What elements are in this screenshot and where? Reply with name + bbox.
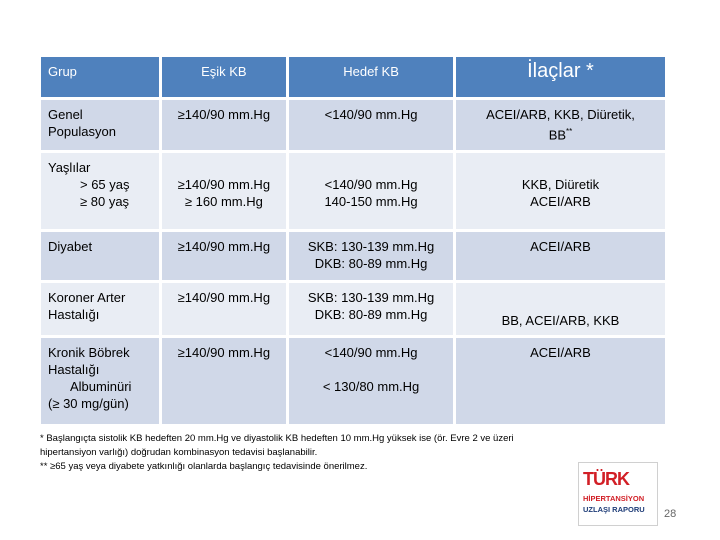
target-text: SKB: 130-139 mm.Hg bbox=[307, 290, 435, 305]
cell-target bbox=[289, 100, 453, 150]
footnote-1-cont: hipertansiyon varlığı) doğrudan kombinasyon tedavisi başlanabilir. bbox=[40, 447, 318, 458]
target-text: DKB: 80-89 mm.Hg bbox=[314, 307, 428, 322]
footnote-1: * Başlangıçta sistolik KB hedeften 20 mm.Hg ve diyastolik KB hedeften 10 mm.Hg yüksek ise (ör. Evre 2 ve üzeri bbox=[40, 433, 514, 444]
cell-group bbox=[41, 100, 159, 150]
cell-group bbox=[41, 153, 159, 229]
group-text: Hastalığı bbox=[48, 307, 100, 322]
group-text: Genel bbox=[48, 107, 83, 122]
group-text: Albuminüri bbox=[70, 379, 132, 394]
cell-threshold bbox=[162, 338, 287, 424]
drugs-text: ACEI/ARB bbox=[530, 345, 591, 360]
cell-drugs bbox=[456, 283, 665, 335]
footnote-2: ** ≥65 yaş veya diyabete yatkınlığı olanlarda başlangıç tedavisinde önerilmez. bbox=[40, 461, 368, 472]
table-row bbox=[41, 338, 665, 424]
cell-threshold bbox=[162, 283, 287, 335]
header-drugs: İlaçlar * bbox=[456, 57, 665, 97]
drugs-text: KKB, Diüretik bbox=[521, 177, 600, 192]
cell-group bbox=[41, 338, 159, 424]
drugs-text: ACEI/ARB bbox=[530, 239, 591, 254]
cell-target bbox=[289, 283, 453, 335]
group-text: Kronik Böbrek bbox=[48, 345, 130, 360]
cell-group bbox=[41, 232, 159, 280]
drugs-text: ACEI/ARB, KKB, Diüretik, bbox=[486, 107, 635, 122]
logo-word-turk: TÜRK bbox=[583, 469, 629, 489]
cell-group bbox=[41, 283, 159, 335]
group-text: Yaşlılar bbox=[48, 160, 91, 175]
hypertension-table bbox=[38, 54, 668, 427]
table-header-row bbox=[41, 57, 665, 97]
table-row bbox=[41, 232, 665, 280]
threshold-text: ≥140/90 mm.Hg bbox=[177, 177, 271, 192]
cell-threshold bbox=[162, 153, 287, 229]
target-text: <140/90 mm.Hg bbox=[324, 107, 418, 122]
target-text: <140/90 mm.Hg bbox=[324, 345, 418, 360]
header-group: Grup bbox=[41, 57, 159, 97]
footnotes bbox=[40, 432, 630, 474]
cell-drugs bbox=[456, 338, 665, 424]
page-number: 28 bbox=[664, 508, 677, 520]
target-text: <140/90 mm.Hg bbox=[324, 177, 418, 192]
threshold-text: ≥140/90 mm.Hg bbox=[177, 345, 271, 360]
cell-threshold bbox=[162, 232, 287, 280]
table-row bbox=[41, 283, 665, 335]
turk-hipertansiyon-logo bbox=[578, 462, 658, 526]
header-target: Hedef KB bbox=[289, 57, 453, 97]
target-text: 140-150 mm.Hg bbox=[324, 194, 418, 209]
logo-word-uzlasi: UZLAŞI RAPORU bbox=[583, 505, 645, 514]
cell-target bbox=[289, 338, 453, 424]
drugs-text: BB bbox=[548, 127, 567, 143]
drugs-text: BB, ACEI/ARB, KKB bbox=[501, 313, 620, 328]
logo-word-hipertansiyon: HİPERTANSİYON bbox=[583, 494, 645, 503]
group-text: Diyabet bbox=[48, 239, 93, 254]
target-text: DKB: 80-89 mm.Hg bbox=[314, 256, 428, 271]
header-threshold: Eşik KB bbox=[162, 57, 287, 97]
table-row bbox=[41, 100, 665, 150]
threshold-text: ≥140/90 mm.Hg bbox=[177, 290, 271, 305]
cell-target bbox=[289, 153, 453, 229]
group-text: Koroner Arter bbox=[48, 290, 126, 305]
cell-threshold bbox=[162, 100, 287, 150]
target-text: < 130/80 mm.Hg bbox=[322, 379, 420, 394]
group-text: Hastalığı bbox=[48, 362, 100, 377]
cell-drugs bbox=[456, 100, 665, 150]
cell-target bbox=[289, 232, 453, 280]
group-text: ≥ 80 yaş bbox=[80, 194, 130, 209]
drugs-text: ACEI/ARB bbox=[530, 194, 591, 209]
threshold-text: ≥ 160 mm.Hg bbox=[184, 194, 263, 209]
group-text: (≥ 30 mg/gün) bbox=[48, 396, 129, 411]
threshold-text: ≥140/90 mm.Hg bbox=[177, 107, 271, 122]
table-row bbox=[41, 153, 665, 229]
threshold-text: ≥140/90 mm.Hg bbox=[177, 239, 271, 254]
target-text: SKB: 130-139 mm.Hg bbox=[307, 239, 435, 254]
cell-drugs bbox=[456, 232, 665, 280]
footnote-marker: ** bbox=[566, 127, 573, 136]
group-text: Populasyon bbox=[48, 124, 116, 139]
cell-drugs bbox=[456, 153, 665, 229]
group-text: > 65 yaş bbox=[80, 177, 130, 192]
